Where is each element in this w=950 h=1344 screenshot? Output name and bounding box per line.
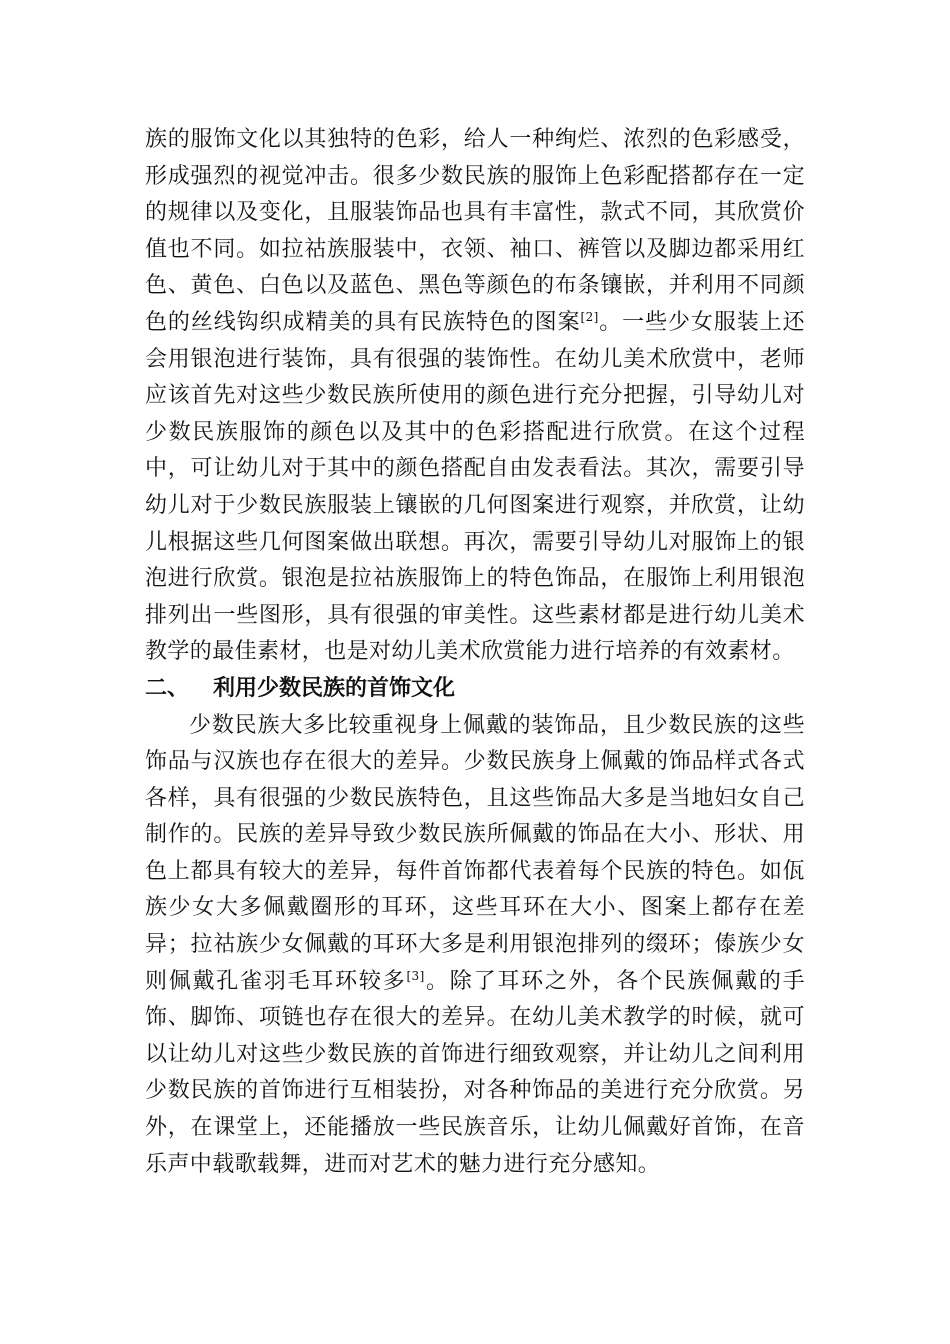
paragraph-clothing-colors (145, 122, 805, 671)
paragraph-jewelry (145, 708, 805, 1184)
section-title: 利用少数民族的首饰文化 (213, 675, 456, 701)
paragraph-text: 。除了耳环之外，各个民族佩戴的手饰、脚饰、项链也存在很大的差异。在幼儿美术教学的时候，就可以让幼儿对这些少数民族的首饰进行细致观察，并让幼儿之间利用少数民族的首饰进行互相装扮，对各种饰品的美进行充分欣赏。另外，在课堂上，还能播放一些民族音乐，让幼儿佩戴好首饰，在音乐声中载歌载舞，进而对艺术的魅力进行充分感知。 (145, 968, 805, 1177)
section-heading (145, 671, 805, 708)
citation-ref: [3] (406, 968, 425, 983)
document-page (145, 122, 805, 1183)
section-number: 二、 (145, 675, 190, 701)
paragraph-text: 少数民族大多比较重视身上佩戴的装饰品，且少数民族的这些饰品与汉族也存在很大的差异。少数民族身上佩戴的饰品样式各式各样，具有很强的少数民族特色，且这些饰品大多是当地妇女自己制作的。民族的差异导致少数民族所佩戴的饰品在大小、形状、用色上都具有较大的差异，每件首饰都代表着每个民族的特色。如佤族少女大多佩戴圈形的耳环，这些耳环在大小、图案上都存在差异；拉祜族少女佩戴的耳环大多是利用银泡排列的缀环；傣族少女则佩戴孔雀羽毛耳环较多 (145, 712, 805, 994)
paragraph-text: 。一些少女服装上还会用银泡进行装饰，具有很强的装饰性。在幼儿美术欣赏中，老师应该首先对这些少数民族所使用的颜色进行充分把握，引导幼儿对少数民族服饰的颜色以及其中的色彩搭配进行欣赏。在这个过程中，可让幼儿对于其中的颜色搭配自由发表看法。其次，需要引导幼儿对于少数民族服装上镶嵌的几何图案进行观察，并欣赏，让幼儿根据这些几何图案做出联想。再次，需要引导幼儿对服饰上的银泡进行欣赏。银泡是拉祜族服饰上的特色饰品，在服饰上利用银泡排列出一些图形，具有很强的审美性。这些素材都是进行幼儿美术教学的最佳素材，也是对幼儿美术欣赏能力进行培养的有效素材。 (145, 309, 805, 665)
citation-ref: [2] (580, 309, 599, 324)
paragraph-text: 族的服饰文化以其独特的色彩，给人一种绚烂、浓烈的色彩感受，形成强烈的视觉冲击。很多少数民族的服饰上色彩配搭都存在一定的规律以及变化，且服装饰品也具有丰富性，款式不同，其欣赏价值也不同。如拉祜族服装中，衣领、袖口、裤管以及脚边都采用红色、黄色、白色以及蓝色、黑色等颜色的布条镶嵌，并利用不同颜色的丝线钩织成精美的具有民族特色的图案 (145, 127, 805, 335)
